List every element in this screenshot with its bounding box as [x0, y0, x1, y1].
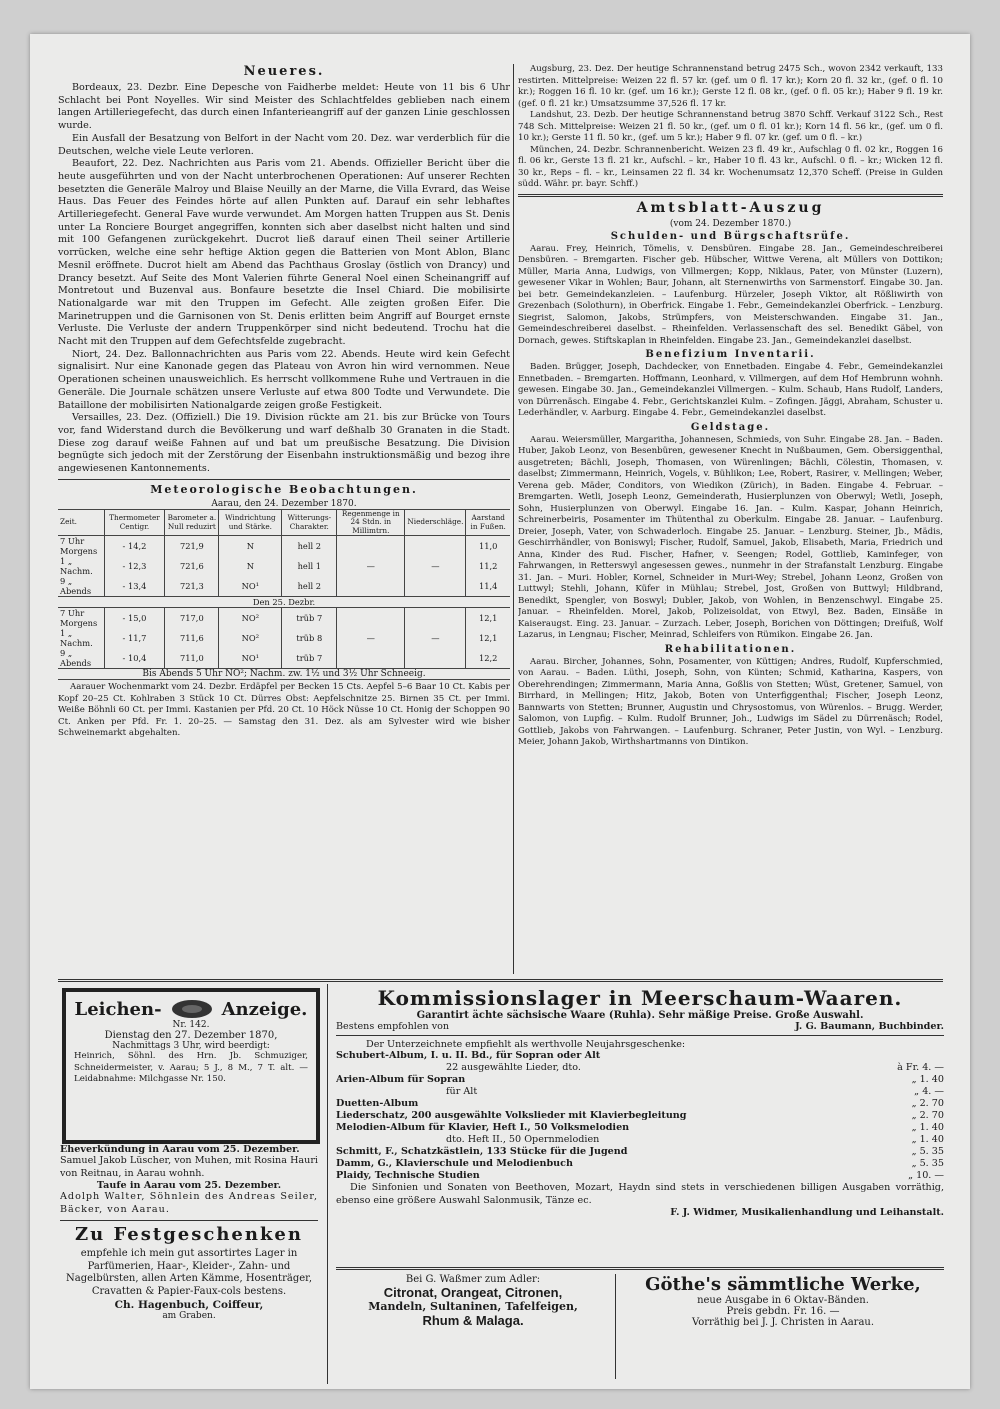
meteo-cell: trüb 8 [282, 628, 337, 648]
meteo-cell: hell 1 [282, 556, 337, 576]
price-item-name: Schubert-Album, I. u. II. Bd., für Sopran oder Alt [336, 1050, 601, 1061]
meteo-cell: 711,6 [165, 628, 219, 648]
price-item-name: Duetten-Album [336, 1098, 419, 1109]
right-column [518, 64, 943, 749]
geldstage-heading: Geldstage. [690, 421, 771, 433]
meteo-cell: 711,0 [165, 648, 219, 668]
kommissionslager-name: J. G. Baumann, Buchbinder. [795, 1021, 944, 1032]
ehe-text: Samuel Jakob Lüscher, von Muhen, mit Rosina Hauri von Reitnau, in Aarau wohnh. [60, 1155, 318, 1179]
rehab-heading: Rehabilitationen. [664, 643, 797, 655]
leichen-date: Dienstag den 27. Dezember 1870, [104, 1030, 278, 1041]
market-landshut: Landshut, 23. Dezb. Der heutige Schrannenstand betrug 3870 Schff. Verkauf 3122 Sch., Rest 748 Sch. Mittelpreise: Weizen 21 fl. 50 kr., (gef. um 0 fl. 01 kr.); Korn 14 fl. 56 kr., (gef. um 0 fl. 10 kr.); Gerste 11 fl. 50 kr., (gef. um 5 kr.); Haber 9 fl. 07 kr. (gef. um 0 fl. – kr.) [518, 110, 943, 143]
meteo-header-cell: Regenmenge in 24 Stdn. in Millimtrn. [337, 509, 405, 536]
meteo-date-2: Den 25. Dezbr. [58, 597, 510, 608]
benefiz-heading: Benefizium Inventarii. [645, 349, 816, 360]
price-item-price: „ 5. 35 [911, 1146, 944, 1157]
price-item-price: „ 4. — [914, 1086, 944, 1097]
meteo-header-cell: Barometer a. Null reduzirt [165, 509, 219, 536]
goethe-line3: Vorräthig bei J. J. Christen in Aarau. [691, 1317, 875, 1328]
wassmer-line2: Citronat, Orangeat, Citronen, [383, 1285, 563, 1300]
market-muenchen: München, 24. Dezbr. Schrannenbericht. Weizen 23 fl. 49 kr., Aufschlag 0 fl. 02 kr., Roggen 16 fl. 06 kr., Gerste 13 fl. 21 kr., Aufschl. – kr., Haber 10 fl. 43 kr., Aufschl. 0 fl. – kr.; Wicken 12 fl. 30 kr., Reps – fl. – kr., Leinsamen 22 fl. 34 kr. Wochenumsatz 12,370 Scheff. (Preise in Gulden südd. Währ. pr. bayr. Schff.) [518, 144, 943, 189]
festgeschenke-heading: Zu Festgeschenken [75, 1223, 303, 1245]
neujahr-outro: Die Sinfonien und Sonaten von Beethoven, Mozart, Haydn sind stets in verschiedenen billigen Ausgaben vorräthig, ebenso eine größere Auswahl Salonmusik, Tänze ec. [336, 1182, 944, 1206]
meteo-cell [337, 608, 405, 629]
meteo-cell: NO² [219, 608, 282, 629]
meteo-cell: 721,3 [165, 576, 219, 597]
price-list [336, 1050, 944, 1182]
meteo-cell [337, 536, 405, 557]
meteo-cell: 1 „ Nachm. [60, 556, 93, 577]
price-item-price: „ 2. 70 [911, 1110, 944, 1121]
meteo-cell [337, 576, 405, 597]
leichen-time: Nachmittags 3 Uhr, wird beerdigt: [112, 1041, 270, 1051]
amtsblatt-date: (vom 24. Dezember 1870.) [669, 218, 792, 229]
price-item-price: „ 10. — [908, 1170, 944, 1181]
meteo-cell: NO¹ [219, 576, 282, 597]
meteo-cell: 11,4 [466, 576, 510, 597]
goethe-line2: Preis gebdn. Fr. 16. — [726, 1306, 840, 1317]
meteo-table [58, 509, 510, 669]
meteo-row [58, 648, 510, 668]
meteo-cell: 721,6 [165, 556, 219, 576]
leichen-body: Heinrich, Söhnl. des Hrn. Jb. Schmuziger, Schneidermeister, v. Aarau; 5 J., 8 M., 7 T. alt. — Leidabnahme: Milchgasse Nr. 150. [74, 1051, 308, 1084]
kommissionslager-sign-row [336, 1021, 944, 1032]
goethe-heading: Göthe's sämmtliche Werke, [645, 1274, 921, 1295]
price-item-price: „ 5. 35 [911, 1158, 944, 1169]
wochenmarkt: Aarauer Wochenmarkt vom 24. Dezbr. Erdäpfel per Becken 15 Cts. Aepfel 5–6 Baar 10 Ct. Kabis per Kopf 20–25 Ct. Kohlraben 3 Stück 10 Ct. Dürres Obst: Aepfelschnitze 25. Birnen 35 Ct. per Immi. Weiße Böhnli 60 Ct. per Immi. Kastanien per Pfd. 20 Ct. 10 Höck Nüsse 10 Ct. Honig der Schoppen 90 Ct. Anken per Pfd. Fr. 1. 20–25. — Samstag den 31. Dez. als am Sylvester wird wie bisher Schweinemarkt abgehalten. [58, 682, 510, 739]
price-list-item [336, 1074, 944, 1086]
geldstage-text: Aarau. Weiersmüller, Margaritha, Johannesen, Schmieds, von Suhr. Eingabe 28. Jan. – Baden. Huber, Jakob Leonz, von Besenbüren, gewesener Knecht in Nußbaumen, Gem. Obersiggenthal, ausgetreten; Bächli, Joseph, Thomasen, von Würenlingen; Bächli, Cölestin, Thomasen, v. daselbst; Zimmermann, Heinrich, Vogels, v. Bühlikon; Lee, Robert, Rasirer, v. Mellingen; Weber, Verena geb. Mäder, Conditors, von Wiedikon (Zürich), in Baden. Eingabe 4. Februar. – Bremgarten. Wetli, Joseph Leonz, Gemeinderath, Husierplunzen von Oberwyl; Wetli, Joseph, Sohn, Husierplunzen von Oberwyl. Eingabe 16. Jan. – Kulm. Kaspar, Johann Heinrich, Schreinerbeiris, Posamenter im Thütenthal zu Oberkulm. Eingabe 28. Januar. – Laufenburg. Dreier, Joseph, Vater, von Schwaderloch. Eingabe 25. Januar. – Lenzburg. Steiner, Jb., Mädis, Geschirrhändler, von Boniswyl; Fischer, Rudolf, Samuel, Jakob, Elisabeth, Maria, Friedrich und Anna, Kinder des Rud. Fischer, Hafner, v. Seengen; Rodel, Gottlieb, Kaminfeger, von Fahrwangen, in Retterswyl angesessen gewes., nunmehr in der Strafanstalt Lenzburg. Eingabe 31. Jan. – Muri. Hobler, Kornel, Schneider in Muri-Wey; Strebel, Johann Leonz, Großen von Luttwyl; Stehli, Johann, Küfer in Mühlau; Strebel, Jost, Großen von Buttwyl; Hildbrand, Benedikt, Spengler, von Boswyl; Dubler, Jakob, von Wohlen, in Benzenschwyl. Eingabe 25. Januar. – Rheinfelden. Morel, Jakob, Polizeisoldat, von Etwyl, Bez. Baden, Einsäße in Kaiseraugst. Eing. 23. Januar. – Zurzach. Leber, Joseph, Borichen von Döttingen; Dreifuß, Wolf Lazarus, in Lengnau; Fischer, Meinrad, Schleifers von Rümikon. Eingabe 26. Jan. [518, 434, 943, 640]
price-item-price: „ 1. 40 [911, 1122, 944, 1133]
meteo-cell: N [219, 556, 282, 576]
music-ads [336, 986, 944, 1264]
benefiz-text: Baden. Brügger, Joseph, Dachdecker, von Ennetbaden. Eingabe 4. Febr., Gemeindekanzlei Ennetbaden. – Bremgarten. Hoffmann, Leonhard, v. Villmergen, auf dem Hof Hembrunn wohnh. gewesen. Eingabe 30. Jan., Gemeindekanzlei Villmergen. – Kulm. Schaub, Hans Rudolf, Landers, von Dürrenäsch. Eingabe 4. Febr., Gerichtskanzlei Kulm. – Zofingen. Jäggi, Abraham, Schuster u. Lederhändler, v. Aarburg. Eingabe 4. Febr., Gemeindekanzlei daselbst. [518, 362, 943, 418]
meteo-header-cell: Niederschläge. [405, 509, 466, 536]
festgeschenke-sign: Ch. Hagenbuch, Coiffeur, [114, 1298, 264, 1311]
neujahr-intro: Der Unterzeichnete empfiehlt als werthvolle Neujahrsgeschenke: [366, 1039, 686, 1050]
meteo-row [58, 628, 510, 648]
leichen-title-a: Leichen- [74, 998, 162, 1020]
news-bordeaux: Bordeaux, 23. Dezbr. Eine Depesche von Faidherbe meldet: Heute von 11 bis 6 Uhr Schlacht bei Pont Noyelles. Wir sind Meister des Schlachtfeldes geblieben nach einem langen Artilleriegefecht, das durch einen Infanterieangriff auf der ganzen Linie geschlossen wurde. [58, 82, 510, 132]
meteo-cell: NO² [219, 628, 282, 648]
meteo-cell: 9 „ Abends [60, 576, 92, 597]
meteo-cell: 1 „ Nachm. [60, 628, 93, 649]
newspaper-page [30, 34, 970, 1389]
leichen-anzeige-box [62, 988, 320, 1144]
meteo-cell: 12,1 [466, 628, 510, 648]
meteo-body-2 [58, 608, 510, 669]
price-list-item [336, 1062, 944, 1074]
meteo-cell: — [337, 628, 405, 648]
mourning-wreath-icon [170, 998, 214, 1020]
meteo-cell: N [219, 536, 282, 557]
divider [60, 1220, 318, 1221]
goethe-line1: neue Ausgabe in 6 Oktav-Bänden. [697, 1295, 869, 1306]
price-item-name: Liederschatz, 200 ausgewählte Volkslieder mit Klavierbegleitung [336, 1110, 687, 1121]
meteo-cell [405, 576, 466, 597]
meteo-cell: - 11,7 [104, 628, 165, 648]
price-item-price: à Fr. 4. — [897, 1062, 944, 1073]
price-item-name: für Alt [446, 1086, 478, 1097]
meteo-row [58, 556, 510, 576]
left-column [58, 64, 510, 740]
divider [336, 1035, 944, 1036]
news-beaufort: Beaufort, 22. Dez. Nachrichten aus Paris vom 21. Abends. Offizieller Bericht über die heute ausgeführten und von der Nacht unterbrochenen Operationen: Auf unserer Rechten besetzten die Generäle Malroy und Blaise Neuilly an der Marne, die Villa Evrard, das Weise Haus. Das Feuer des Feindes hörte auf allen Punkten auf. Darauf ein sehr lebhaftes Artilleriegefecht. General Fave wurde verwundet. Am Morgen hatten Truppen aus St. Denis unter La Ronciere Bourget angegriffen, konnten sich aber daselbst nicht halten und sind mit 100 Gefangenen zurückgekehrt. Ducrot ließ darauf einen Theil seiner Artillerie vorrücken, welche eine sehr heftige Aktion gegen die Batterien von Mont Ablon, Blanc Mesnil eröffnete. Ducrot hielt am Abend das Pachthaus Groslay (östlich von Drancy) und Drancy besetzt. Auf Seite des Mont Valerien führte General Noel einen Scheinangriff auf Montretout und Buzenval aus. Bonfaure besetzte die Insel Chiard. Die mobilisirte Nationalgarde war mit den Truppen im Gefecht. Alle zeigten großen Eifer. Die Marinetruppen und die Garnisonen von St. Denis erlitten beim Angriff auf Bourget ernste Verluste. Die Verluste der andern Truppenkörper sind nicht bedeutend. Trochu hat die Nacht mit den Truppen auf dem Gefechtsfelde zugebracht. [58, 158, 510, 348]
meteo-cell: NO¹ [219, 648, 282, 668]
kommissionslager-sub: Garantirt ächte sächsische Waare (Ruhla). Sehr mäßige Preise. Große Auswahl. [416, 1010, 864, 1021]
meteo-cell [405, 648, 466, 668]
price-item-price: „ 1. 40 [911, 1134, 944, 1145]
meteo-cell: 12,2 [466, 648, 510, 668]
meteo-cell: trüb 7 [282, 648, 337, 668]
meteo-cell: 9 „ Abends [60, 648, 92, 669]
meteo-cell: — [405, 628, 466, 648]
price-item-name: Damm, G., Klavierschule und Melodienbuch [336, 1158, 573, 1169]
meteo-cell: — [337, 556, 405, 576]
meteo-cell: hell 2 [282, 576, 337, 597]
meteo-cell: - 10,4 [104, 648, 165, 668]
wassmer-line4: Rhum & Malaga. [422, 1313, 524, 1328]
meteo-row [58, 576, 510, 597]
meteo-cell: 7 Uhr Morgens [60, 608, 98, 629]
divider [58, 479, 510, 480]
price-list-item [336, 1098, 944, 1110]
schulden-heading: Schulden- und Bürgschaftsrüfe. [610, 230, 851, 242]
festgeschenke-addr: am Graben. [162, 1310, 216, 1321]
news-versailles: Versailles, 23. Dez. (Offiziell.) Die 19. Division rückte am 21. bis zur Brücke von Tours vor, fand Widerstand durch die Bevölkerung und warf deßhalb 30 Granaten in die Stadt. Diese zog darauf weiße Fahnen auf und bat um preußische Besatzung. Die Division begnügte sich jedoch mit der Zerstörung der Eisenbahn instruktionsmäßig und bezog ihre angewiesenen Kantonnements. [58, 412, 510, 475]
news-niort: Niort, 24. Dez. Ballonnachrichten aus Paris vom 22. Abends. Heute wird kein Gefecht signalisirt. Nur eine Kanonade gegen das Plateau von Avron hin wird vernommen. Neue Operationen scheinen unausweichlich. Es herrscht vollkommene Ruhe und Vertrauen in die Generäle. Die Journale schätzen unsere Verluste auf etwa 800 Todte und Verwundete. Die Bataillone der mobilisirten Nationalgarde zeigen große Festigkeit. [58, 348, 510, 411]
meteo-cell [337, 648, 405, 668]
price-item-name: Plaidy, Technische Studien [336, 1170, 480, 1181]
meteo-cell: trüb 7 [282, 608, 337, 629]
kommissionslager-heading: Kommissionslager in Meerschaum-Waaren. [377, 986, 903, 1010]
meteo-cell: 11,0 [466, 536, 510, 557]
leichen-title-b: Anzeige. [221, 998, 308, 1020]
price-list-item [336, 1134, 944, 1146]
price-item-name: Arien-Album für Sopran [336, 1074, 466, 1085]
meteo-cell: 717,0 [165, 608, 219, 629]
news-ausfall: Ein Ausfall der Besatzung von Belfort in der Nacht vom 20. Dez. war verderblich für die Deutschen, welche viele Leute verloren. [58, 132, 510, 157]
neujahr-sign: F. J. Widmer, Musikalienhandlung und Leihanstalt. [670, 1207, 944, 1219]
schulden-text: Aarau. Frey, Heinrich, Tömelis, v. Densbüren. Eingabe 28. Jan., Gemeindeschreiberei Densbüren. – Bremgarten. Fischer geb. Hübscher, Wittwe Verena, alt Müllers von Dottikon; Müller, Maria Anna, Ludwigs, von Villmergen; Kopp, Niklaus, Pater, von Münster (Luzern), gewesener Vikar in Wohlen; Baur, Johann, alt Sternenwirths von Sarmenstorf. Eingabe 30. Jan. bei betr. Gemeindekanzleien. – Laufenburg. Hürzeler, Joseph Viktor, alt Rößliwirth von Grezenbach (Solothurn), in Oberfrick. Eingabe 1. Febr., Gemeindekanzlei Oberfrick. – Lenzburg. Siegrist, Salomon, Jakobs, Strümpfers, von Meisterschwanden. Eingabe 31. Jan., Gemeindeschreiberei daselbst. – Rheinfelden. Verlassenschaft des sel. Benedikt Gäbel, von Dornach, gewes. Stiftskaplan in Rheinfelden. Eingabe 23. Jan., Gemeindekanzlei daselbst. [518, 243, 943, 346]
price-list-item [336, 1170, 944, 1182]
festgeschenke-text: empfehle ich mein gut assortirtes Lager in Parfümerien, Haar-, Kleider-, Zahn- und Nagelbürsten, allen Arten Kämme, Hosenträger, Cravatten & Papier-Faux-cols bestens. [65, 1247, 312, 1297]
meteo-row [58, 536, 510, 557]
meteo-cell: - 14,2 [104, 536, 165, 557]
price-list-item [336, 1050, 944, 1062]
kommissionslager-best: Bestens empfohlen von [336, 1021, 450, 1032]
price-item-name: dto. Heft II., 50 Opernmelodien [446, 1134, 600, 1145]
taufe-text: Adolph Walter, Söhnlein des Andreas Seiler, Bäcker, von Aarau. [60, 1191, 318, 1216]
meteo-cell: hell 2 [282, 536, 337, 557]
column-divider [513, 64, 514, 974]
divider [336, 1267, 944, 1270]
meteo-header-cell: Witterungs-Charakter. [282, 509, 337, 536]
meteo-date: Aarau, den 24. Dezember 1870. [211, 498, 357, 509]
amtsblatt-heading: Amtsblatt-Auszug [636, 199, 825, 216]
civil-notices [60, 1144, 318, 1384]
section-divider [58, 979, 943, 982]
meteo-header-cell: Windrichtung und Stärke. [219, 509, 282, 536]
meteo-body-1 [58, 536, 510, 597]
meteo-header-cell: Zeit. [58, 509, 104, 536]
price-list-item [336, 1158, 944, 1170]
price-list-item [336, 1086, 944, 1098]
meteo-header-row [58, 509, 510, 536]
neueres-heading: Neueres. [243, 64, 325, 79]
meteo-cell [405, 536, 466, 557]
rehab-text: Aarau. Bircher, Johannes, Sohn, Posamenter, von Küttigen; Andres, Rudolf, Kupferschmied, von Aarau. – Baden. Lüthi, Joseph, Sohn, von Künten; Schmid, Katharina, Kaspers, von Oberehrendingen; Zimmermann, Maria Anna, Goßlis von Stetten; Wüst, Gretener, Samuel, von Birrhard, in Mellingen; Hitz, Jakob, Boten von Unterfiggenthal; Fischer, Joseph Leonz, Bannwarts von Stetten; Brunner, Augustin und Chrysostomus, von Würenlos. – Brugg. Werder, Salomon, von Lupfig. – Kulm. Rudolf Brunner, Joh., Ludwigs im Sädel zu Dürrenäsch; Rodel, Gottlieb, Jakobs von Fahrwangen. – Laufenburg. Schraner, Peter Justin, von Wyl. – Lenzburg. Meier, Johann Jakob, Wirthshartmanns von Dintikon. [518, 656, 943, 747]
meteo-cell: 11,2 [466, 556, 510, 576]
bottom-divider [327, 984, 328, 1384]
market-augsburg: Augsburg, 23. Dez. Der heutige Schrannenstand betrug 2475 Sch., wovon 2342 verkauft, 133 restirten. Mittelpreise: Weizen 22 fl. 57 kr. (gef. um 0 fl. 17 kr.); Korn 20 fl. 32 kr., (gef. 0 fl. 10 kr.); Roggen 16 fl. 10 kr. (gef. um 16 kr.); Gerste 12 fl. 08 kr., (gef. 0 fl. 05 kr.); Haber 9 fl. 19 kr. (gef. 0 fl. 21 kr.) Umsatzsumme 37,526 fl. 17 kr. [518, 64, 943, 109]
taufe-heading: Taufe in Aarau vom 25. Dezember. [96, 1180, 282, 1192]
leichen-heading [66, 998, 316, 1020]
price-list-item [336, 1110, 944, 1122]
meteo-cell: 7 Uhr Morgens [60, 536, 98, 557]
meteo-cell: 12,1 [466, 608, 510, 629]
divider [615, 1274, 616, 1379]
goethe-ad [622, 1274, 944, 1384]
meteo-cell: 721,9 [165, 536, 219, 557]
meteo-cell [405, 608, 466, 629]
meteo-cell: - 13,4 [104, 576, 165, 597]
meteo-cell: — [405, 556, 466, 576]
divider [518, 194, 943, 197]
meteo-cell: - 12,3 [104, 556, 165, 576]
wassmer-ad [336, 1274, 610, 1384]
price-item-price: „ 2. 70 [911, 1098, 944, 1109]
price-item-price: „ 1. 40 [911, 1074, 944, 1085]
meteo-note: Bis Abends 5 Uhr NO²; Nachm. zw. 1½ und 3½ Uhr Schneeig. [58, 668, 510, 680]
price-item-name: Schmitt, F., Schatzkästlein, 133 Stücke für die Jugend [336, 1146, 628, 1157]
ehe-heading: Eheverkündung in Aarau vom 25. Dezember. [60, 1144, 300, 1155]
price-list-item [336, 1122, 944, 1134]
price-item-name: Melodien-Album für Klavier, Heft I., 50 Volksmelodien [336, 1122, 630, 1133]
meteo-header-cell: Aarstand in Fußen. [466, 509, 510, 536]
meteo-cell: - 15,0 [104, 608, 165, 629]
wassmer-line3: Mandeln, Sultaninen, Tafelfeigen, [368, 1300, 578, 1313]
leichen-nr: Nr. 142. [172, 1020, 210, 1030]
meteo-heading: Meteorologische Beobachtungen. [150, 482, 418, 496]
price-list-item [336, 1146, 944, 1158]
meteo-row [58, 608, 510, 629]
wassmer-line1: Bei G. Waßmer zum Adler: [405, 1274, 541, 1285]
meteo-header-cell: Thermometer Centigr. [104, 509, 165, 536]
price-item-name: 22 ausgewählte Lieder, dto. [446, 1062, 581, 1073]
